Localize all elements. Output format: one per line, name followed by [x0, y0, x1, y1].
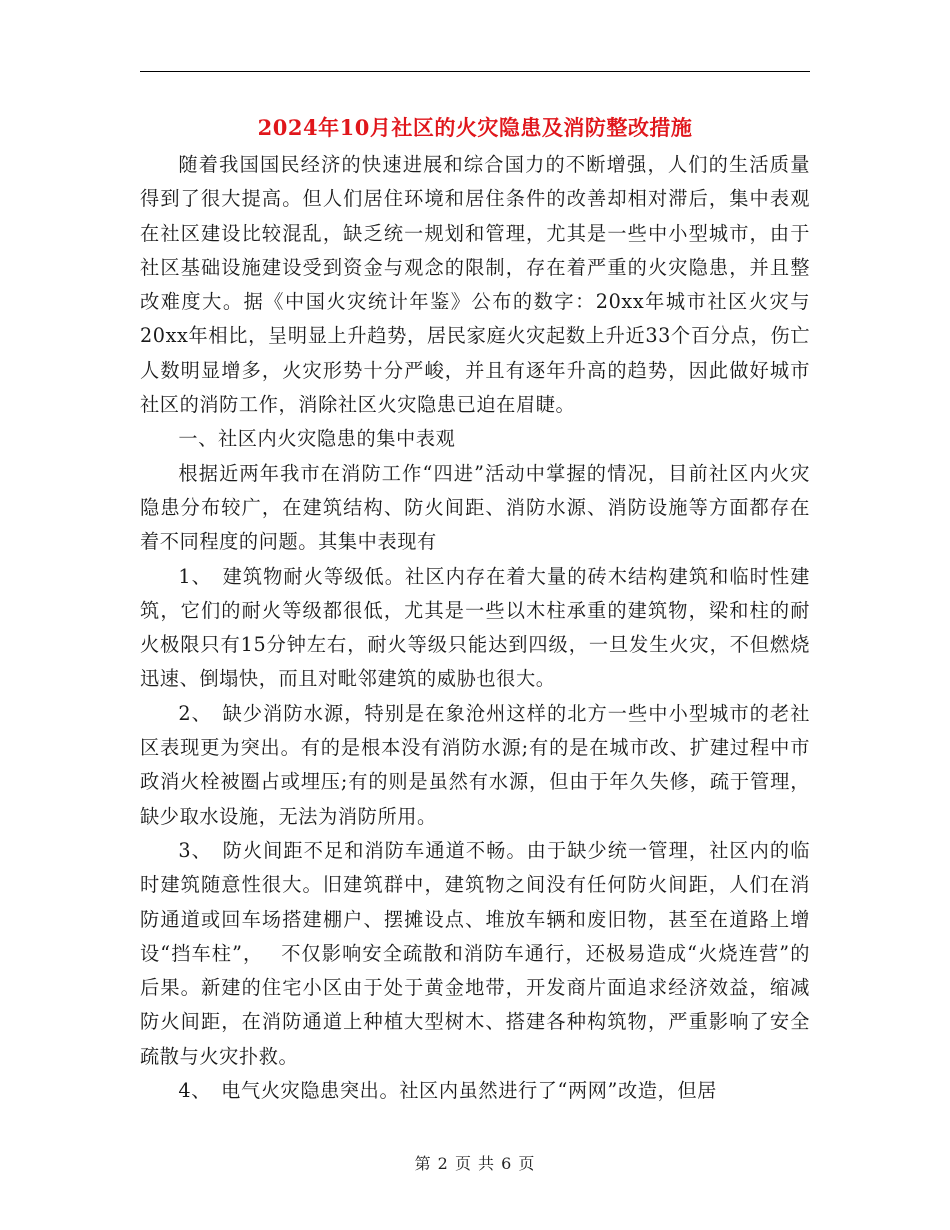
paragraph-item-1: 1、 建筑物耐火等级低。社区内存在着大量的砖木结构建筑和临时性建筑，它们的耐火等级都很低，尤其是一些以木柱承重的建筑物，梁和柱的耐火极限只有15分钟左右，耐火等级只能达到四级，一旦发生火灾，不但燃烧迅速、倒塌快，而且对毗邻建筑的威胁也很大。 — [140, 564, 810, 691]
page-number: 第 2 页 共 6 页 — [414, 1154, 536, 1173]
paragraph-intro: 随着我国国民经济的快速进展和综合国力的不断增强，人们的生活质量得到了很大提高。但人们居住环境和居住条件的改善却相对滞后，集中表观在社区建设比较混乱，缺乏统一规划和管理，尤其是一些中小型城市，由于社区基础设施建设受到资金与观念的限制，存在着严重的火灾隐患，并且整改难度大。据《中国火灾统计年鉴》公布的数字：20xx年城市社区火灾与20xx年相比，呈明显上升趋势，居民家庭火灾起数上升近33个百分点，伤亡人数明显增多，火灾形势十分严峻，并且有逐年升高的趋势，因此做好城市社区的消防工作，消除社区火灾隐患已迫在眉睫。 — [140, 153, 810, 417]
section-heading: 一、社区内火灾隐患的集中表观 — [178, 427, 456, 451]
paragraph-item-4: 4、 电气火灾隐患突出。社区内虽然进行了“两网”改造，但居 — [178, 1079, 717, 1103]
header-rule — [140, 71, 810, 72]
document-title: 2024年10月社区的火灾隐患及消防整改措施 — [257, 115, 693, 140]
paragraph-item-3: 3、 防火间距不足和消防车通道不畅。由于缺少统一管理，社区内的临时建筑随意性很大。旧建筑群中，建筑物之间没有任何防火间距，人们在消防通道或回车场搭建棚户、摆摊设点、堆放车辆和废旧物，甚至在道路上增设“挡车柱”， 不仅影响安全疏散和消防车通行，还极易造成“火烧连营”的后果。新建的住宅小区由于处于黄金地带，开发商片面追求经济效益，缩减防火间距，在消防通道上种植大型树木、搭建各种构筑物，严重影响了安全疏散与火灾扑救。 — [140, 838, 810, 1068]
paragraph-overview: 根据近两年我市在消防工作“四进”活动中掌握的情况，目前社区内火灾隐患分布较广，在建筑结构、防火间距、消防水源、消防设施等方面都存在着不同程度的问题。其集中表现有 — [140, 461, 810, 554]
paragraph-item-2: 2、 缺少消防水源，特别是在象沧州这样的北方一些中小型城市的老社区表现更为突出。有的是根本没有消防水源;有的是在城市改、扩建过程中市政消火栓被圈占或埋压;有的则是虽然有水源，但由于年久失修，疏于管理，缺少取水设施，无法为消防所用。 — [140, 701, 810, 828]
document-body — [140, 148, 810, 1108]
